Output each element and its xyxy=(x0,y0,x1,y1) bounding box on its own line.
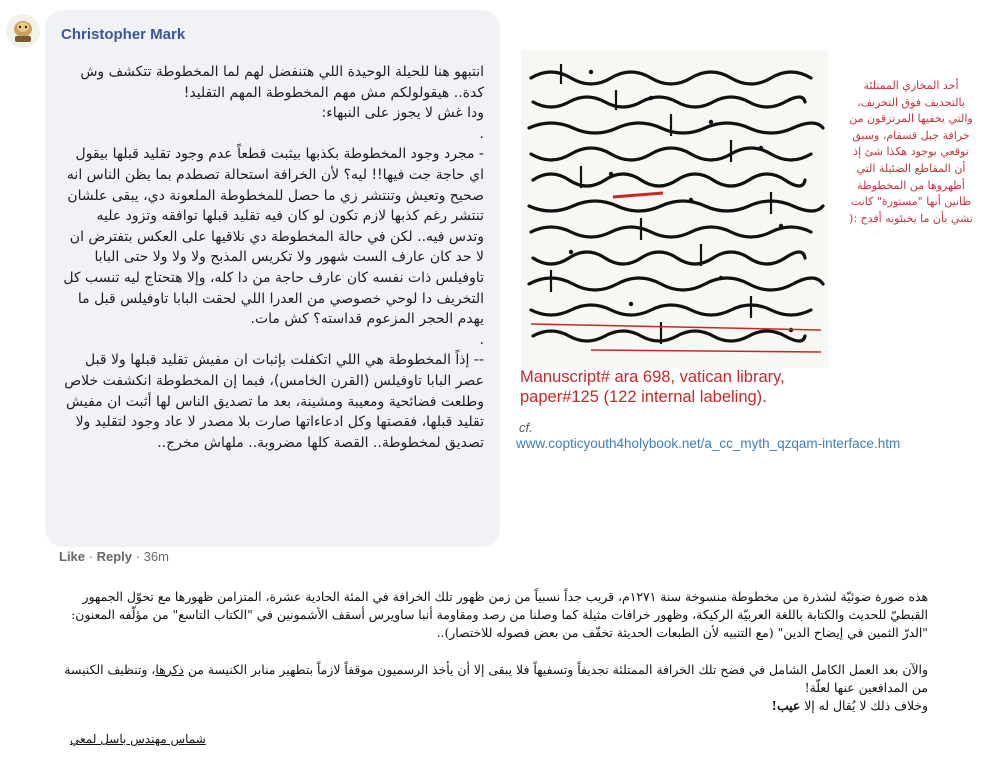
comment-paragraph: انتبهو هنا للحيلة الوحيدة اللي هتنفضل لهم لما المخطوطة تتكشف وش كدة.. هيقولولكم مش مهم المخطوطة المهم التقليد! ودا غش لا يجوز على النبهاء: xyxy=(80,64,484,122)
action-separator: · xyxy=(135,549,140,564)
article-text-part: والآن بعد العمل الكامل الشامل في فضح تلك الخرافة الممتلئة تجديفاً وتسفيهاً فلا يبقى إلا أن يأخذ الرسميون موقفاً لازماً بتطهير منابر الكنيسة من xyxy=(183,661,928,677)
article-text-bold: عيب! xyxy=(771,698,801,714)
avatar-image xyxy=(6,14,40,48)
avatar[interactable] xyxy=(6,14,40,48)
comment-actions xyxy=(59,549,169,564)
manuscript-image xyxy=(521,50,828,368)
manuscript-caption: Manuscript# ara 698, vatican library, paper#125 (122 internal labeling). xyxy=(520,368,785,406)
manuscript-note: أحد المخازي الممتلئة بالتجديف فوق التخريف، والتي يخفيها المرتزقون من خرافة جبل قسقام، وسبق توقعي بوجود هكذا شئ إذ أن المقاطع الضئيلة التي أظهروها من المخطوطة ظانين أنها "مستورة" كانت تشي بأن ما يخبئونه أفدح :( xyxy=(849,79,973,225)
comment-paragraph: . xyxy=(479,125,484,142)
like-button[interactable]: Like xyxy=(59,549,86,564)
comment-paragraph: . xyxy=(479,331,484,348)
manuscript-scan xyxy=(521,50,828,368)
cf-label: cf. xyxy=(519,420,533,435)
action-separator: · xyxy=(88,549,93,564)
article-text-part: ، وتنظيف الكنيسة من المدافعين عنها لعلّة! xyxy=(64,661,928,695)
comment-paragraph: - مجرد وجود المخطوطة بكذبها بيثبت قطعاً عدم وجود تقليد قبلها بيقول اي حاجة جت فيها!! ليه؟ لأن الخرافة استحالة تصطدم بما يظن الناس انه صحيح وتعيش وتنتشر زي ما حصل للمخطوطة الملعونة دي، يبقى علشان تنتشر رغم كذبها لازم تكون لو كان فيه تقليد قبلها توافقه وتزود عليه وتدس فيه.. لكن في حالة المخطوطة دي نلاقيها على العكس بتفترض ان لا حد كان عارف الست شهور ولا تكريس المذبح ولا ولا ولا حتى البابا تاوفيلس ذات نفسه كان عارف حاجة من دا كله، وإلا هتحتاج ليه تنسب كل التخريف دا لوحي خصوصي من العدرا اللي لحقت البابا تاوفيلس قبل ما يهدم الحجر المزعوم قداسته؟ كش مات. xyxy=(63,146,484,328)
comment-paragraph: -- إذاً المخطوطة هي اللي اتكفلت بإثبات ان مفيش تقليد قبلها ولا قبل عصر البابا تاوفيلس (القرن الخامس)، فبما إن المخطوطة انكشفت خلاص وطلعت فضائحية ومعيبة ومشينة، بعد ما تصديق الناس لها أثبت ان مفيش تقليد قبلها، فقصتها وكل ادعاءاتها صارت بلا مصدر لا عاد وجود لتقليد ولا تصديق لمخطوطة.. القصة كلها مضروبة.. ملهاش مخرج.. xyxy=(64,352,484,451)
comment-text xyxy=(59,62,484,453)
article-paragraph xyxy=(58,697,928,715)
comment-timestamp[interactable]: 36m xyxy=(143,549,169,564)
article-paragraph: هذه صورة ضوئيّة لشذرة من مخطوطة منسوخة سنة ١٢٧١م، قريب جداً نسبياً من زمن ظهور تلك الخرافة في المئة الحادية عشرة، المتزامن ظهورها مع تحوّل الجمهور القبطيّ للحديث والكتابة باللغة العربيّة الركيكة، وظهور خرافات مثيلة كما وصلنا من رصد ومقاومة أنبا ساويرس أسقف الأشمونين في "الكتاب التاسع" من مؤلّفه المعنون: "الدرّ الثمين في إيضاح الدين" (مع التنبيه لأن الطبعات الحديثة تخفّف من بعض فصوله للاختصار).. xyxy=(71,589,928,641)
source-url[interactable]: www.copticyouth4holybook.net/a_cc_myth_qzqam-interface.htm xyxy=(516,436,901,451)
article-text xyxy=(58,588,928,715)
comment-bubble xyxy=(45,10,500,547)
signature: شماس مهندس باسل لمعي xyxy=(70,732,206,746)
article-paragraph xyxy=(58,661,928,697)
reply-button[interactable]: Reply xyxy=(96,549,133,564)
article-text-part: وخلاف ذلك لا يُقال له إلا xyxy=(800,698,928,714)
comment-author[interactable]: Christopher Mark xyxy=(61,26,186,43)
article-text-underlined: ذكرها xyxy=(155,661,184,677)
